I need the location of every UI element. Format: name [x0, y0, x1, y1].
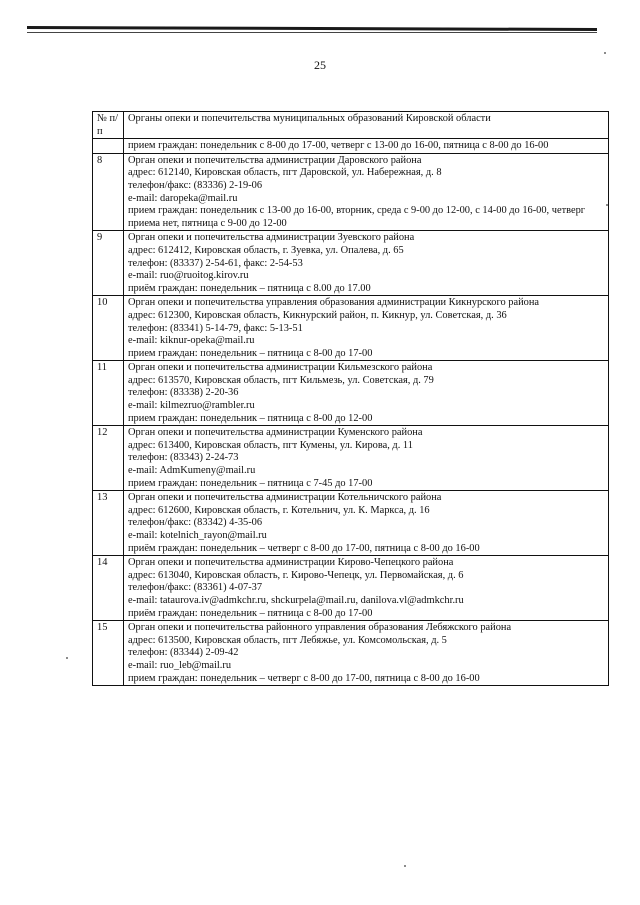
row-line: Орган опеки и попечительства районного управления образования Лебяжского района — [128, 622, 512, 634]
scan-speck — [604, 52, 606, 54]
row-content — [124, 296, 609, 361]
row-number: 15 — [93, 621, 124, 686]
row-line: адрес: 613500, Кировская область, пгт Лебяжье, ул. Комсомольская, д. 5 — [128, 634, 447, 646]
row-line: Орган опеки и попечительства администрации Зуевского района — [128, 232, 415, 244]
row-line: телефон: (83341) 5-14-79, факс: 5-13-51 — [128, 322, 303, 334]
header-number: № п/п — [93, 112, 124, 139]
table-row — [93, 426, 609, 491]
table-row — [93, 139, 609, 154]
row-line: прием граждан: понедельник – пятница с 8-00 до 17-00 — [128, 347, 373, 359]
row-line: адрес: 612412, Кировская область, г. Зуевка, ул. Опалева, д. 65 — [128, 244, 404, 256]
row-line: прием граждан: понедельник с 8-00 до 17-00, четверг с 13-00 до 16-00, пятница с 8-00 до 16-00 — [128, 140, 549, 152]
row-content — [124, 556, 609, 621]
row-content — [124, 231, 609, 296]
row-line: телефон: (83337) 2-54-61, факс: 2-54-53 — [128, 257, 303, 269]
row-line: адрес: 613570, Кировская область, пгт Кильмезь, ул. Советская, д. 79 — [128, 374, 434, 386]
table-row — [93, 621, 609, 686]
row-line: прием граждан: понедельник – четверг с 8-00 до 17-00, пятница с 8-00 до 16-00 — [128, 672, 480, 684]
row-line: e-mail: daropeka@mail.ru — [128, 192, 238, 204]
row-line: адрес: 612140, Кировская область, пгт Даровской, ул. Набережная, д. 8 — [128, 167, 442, 179]
table-row — [93, 296, 609, 361]
row-line: e-mail: AdmKumeny@mail.ru — [128, 465, 256, 477]
row-line: e-mail: kiknur-opeka@mail.ru — [128, 335, 255, 347]
scan-speck — [66, 657, 68, 659]
row-number: 10 — [93, 296, 124, 361]
scan-speck — [404, 865, 406, 867]
row-number: 12 — [93, 426, 124, 491]
top-rule — [27, 26, 597, 31]
row-content — [124, 153, 609, 231]
row-line: адрес: 612600, Кировская область, г. Котельнич, ул. К. Маркса, д. 16 — [128, 504, 430, 516]
row-line: приём граждан: понедельник – четверг с 8-00 до 17-00, пятница с 8-00 до 16-00 — [128, 542, 480, 554]
row-line: телефон/факс: (83336) 2-19-06 — [128, 179, 263, 191]
table-header-row — [93, 112, 609, 139]
row-line: телефон/факс: (83361) 4-07-37 — [128, 582, 263, 594]
row-content — [124, 426, 609, 491]
row-line: Орган опеки и попечительства администрации Кильмезского района — [128, 362, 433, 374]
row-content — [124, 139, 609, 154]
row-line: адрес: 613040, Кировская область, г. Кирово-Чепецк, ул. Первомайская, д. 6 — [128, 569, 464, 581]
row-line: e-mail: kilmezruo@rambler.ru — [128, 400, 255, 412]
row-content — [124, 491, 609, 556]
header-title: Органы опеки и попечительства муниципальных образований Кировской области — [124, 112, 609, 139]
top-rule-thin — [27, 32, 597, 33]
row-line: прием граждан: понедельник – пятница с 8-00 до 12-00 — [128, 412, 373, 424]
row-line: адрес: 612300, Кировская область, Кикнурский район, п. Кикнур, ул. Советская, д. 36 — [128, 309, 507, 321]
row-line: приём граждан: понедельник – пятница с 8.00 до 17.00 — [128, 282, 371, 294]
row-line: прием граждан: понедельник с 13-00 до 16-00, вторник, среда с 9-00 до 12-00, с 14-00 до 16-00, четверг приема нет, пятница с 9-00 до 12-00 — [128, 205, 586, 229]
row-line: телефон: (83338) 2-20-36 — [128, 387, 239, 399]
row-line: Орган опеки и попечительства администрации Куменского района — [128, 427, 423, 439]
row-content — [124, 621, 609, 686]
row-line: Орган опеки и попечительства управления образования администрации Кикнурского района — [128, 297, 540, 309]
table-row — [93, 491, 609, 556]
row-number: 14 — [93, 556, 124, 621]
row-line: прием граждан: понедельник – пятница с 7-45 до 17-00 — [128, 477, 373, 489]
row-line: адрес: 613400, Кировская область, пгт Кумены, ул. Кирова, д. 11 — [128, 439, 413, 451]
guardianship-table — [92, 111, 609, 686]
row-line: Орган опеки и попечительства администрации Котельничского района — [128, 492, 442, 504]
row-line: e-mail: ruo@ruoitog.kirov.ru — [128, 270, 249, 282]
row-line: Орган опеки и попечительства администрации Даровского района — [128, 154, 422, 166]
row-number: 13 — [93, 491, 124, 556]
row-line: телефон/факс: (83342) 4-35-06 — [128, 517, 263, 529]
row-number: 9 — [93, 231, 124, 296]
table-row — [93, 556, 609, 621]
table-row — [93, 361, 609, 426]
table-row — [93, 231, 609, 296]
row-number — [93, 139, 124, 154]
row-line: Орган опеки и попечительства администрации Кирово-Чепецкого района — [128, 557, 454, 569]
row-number: 8 — [93, 153, 124, 231]
row-line: e-mail: kotelnich_rayon@mail.ru — [128, 530, 267, 541]
row-number: 11 — [93, 361, 124, 426]
row-line: приём граждан: понедельник – пятница с 8-00 до 17-00 — [128, 607, 373, 619]
row-line: телефон: (83344) 2-09-42 — [128, 647, 239, 659]
row-content — [124, 361, 609, 426]
row-line: e-mail: tataurova.iv@admkchr.ru, shckurpela@mail.ru, danilova.vl@admkchr.ru — [128, 594, 464, 606]
table-row — [93, 153, 609, 231]
page-number: 25 — [314, 58, 326, 72]
row-line: телефон: (83343) 2-24-73 — [128, 452, 239, 464]
row-line: e-mail: ruo_leb@mail.ru — [128, 659, 232, 671]
